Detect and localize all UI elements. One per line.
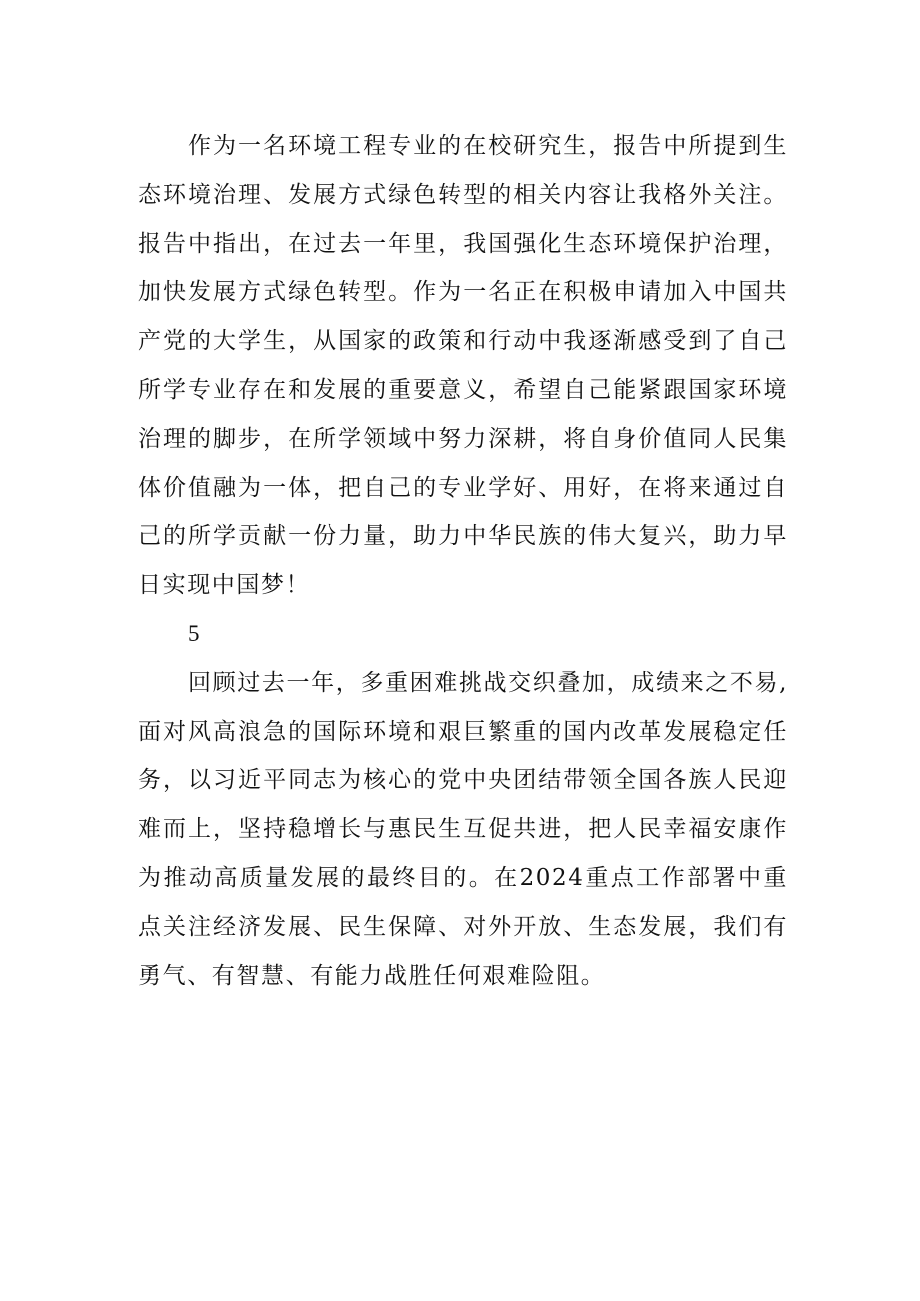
section-number: 5 (188, 620, 202, 646)
document-body (138, 122, 788, 1000)
paragraph-1: 作为一名环境工程专业的在校研究生，报告中所提到生态环境治理、发展方式绿色转型的相关内容让我格外关注。报告中指出，在过去一年里，我国强化生态环境保护治理，加快发展方式绿色转型。作为一名正在积极申请加入中国共产党的大学生，从国家的政策和行动中我逐渐感受到了自己所学专业存在和发展的重要意义，希望自己能紧跟国家环境治理的脚步，在所学领域中努力深耕，将自身价值同人民集体价值融为一体，把自己的专业学好、用好，在将来通过自己的所学贡献一份力量，助力中华民族的伟大复兴，助力早日实现中国梦！ (138, 133, 788, 599)
paragraph-2: 回顾过去一年，多重困难挑战交织叠加，成绩来之不易,面对风高浪急的国际环境和艰巨繁重的国内改革发展稳定任务，以习近平同志为核心的党中央团结带领全国各族人民迎难而上，坚持稳增长与惠民生互促共进，把人民幸福安康作为推动高质量发展的最终目的。在2024重点工作部署中重点关注经济发展、民生保障、对外开放、生态发展，我们有勇气、有智慧、有能力战胜任何艰难险阻。 (138, 669, 788, 989)
